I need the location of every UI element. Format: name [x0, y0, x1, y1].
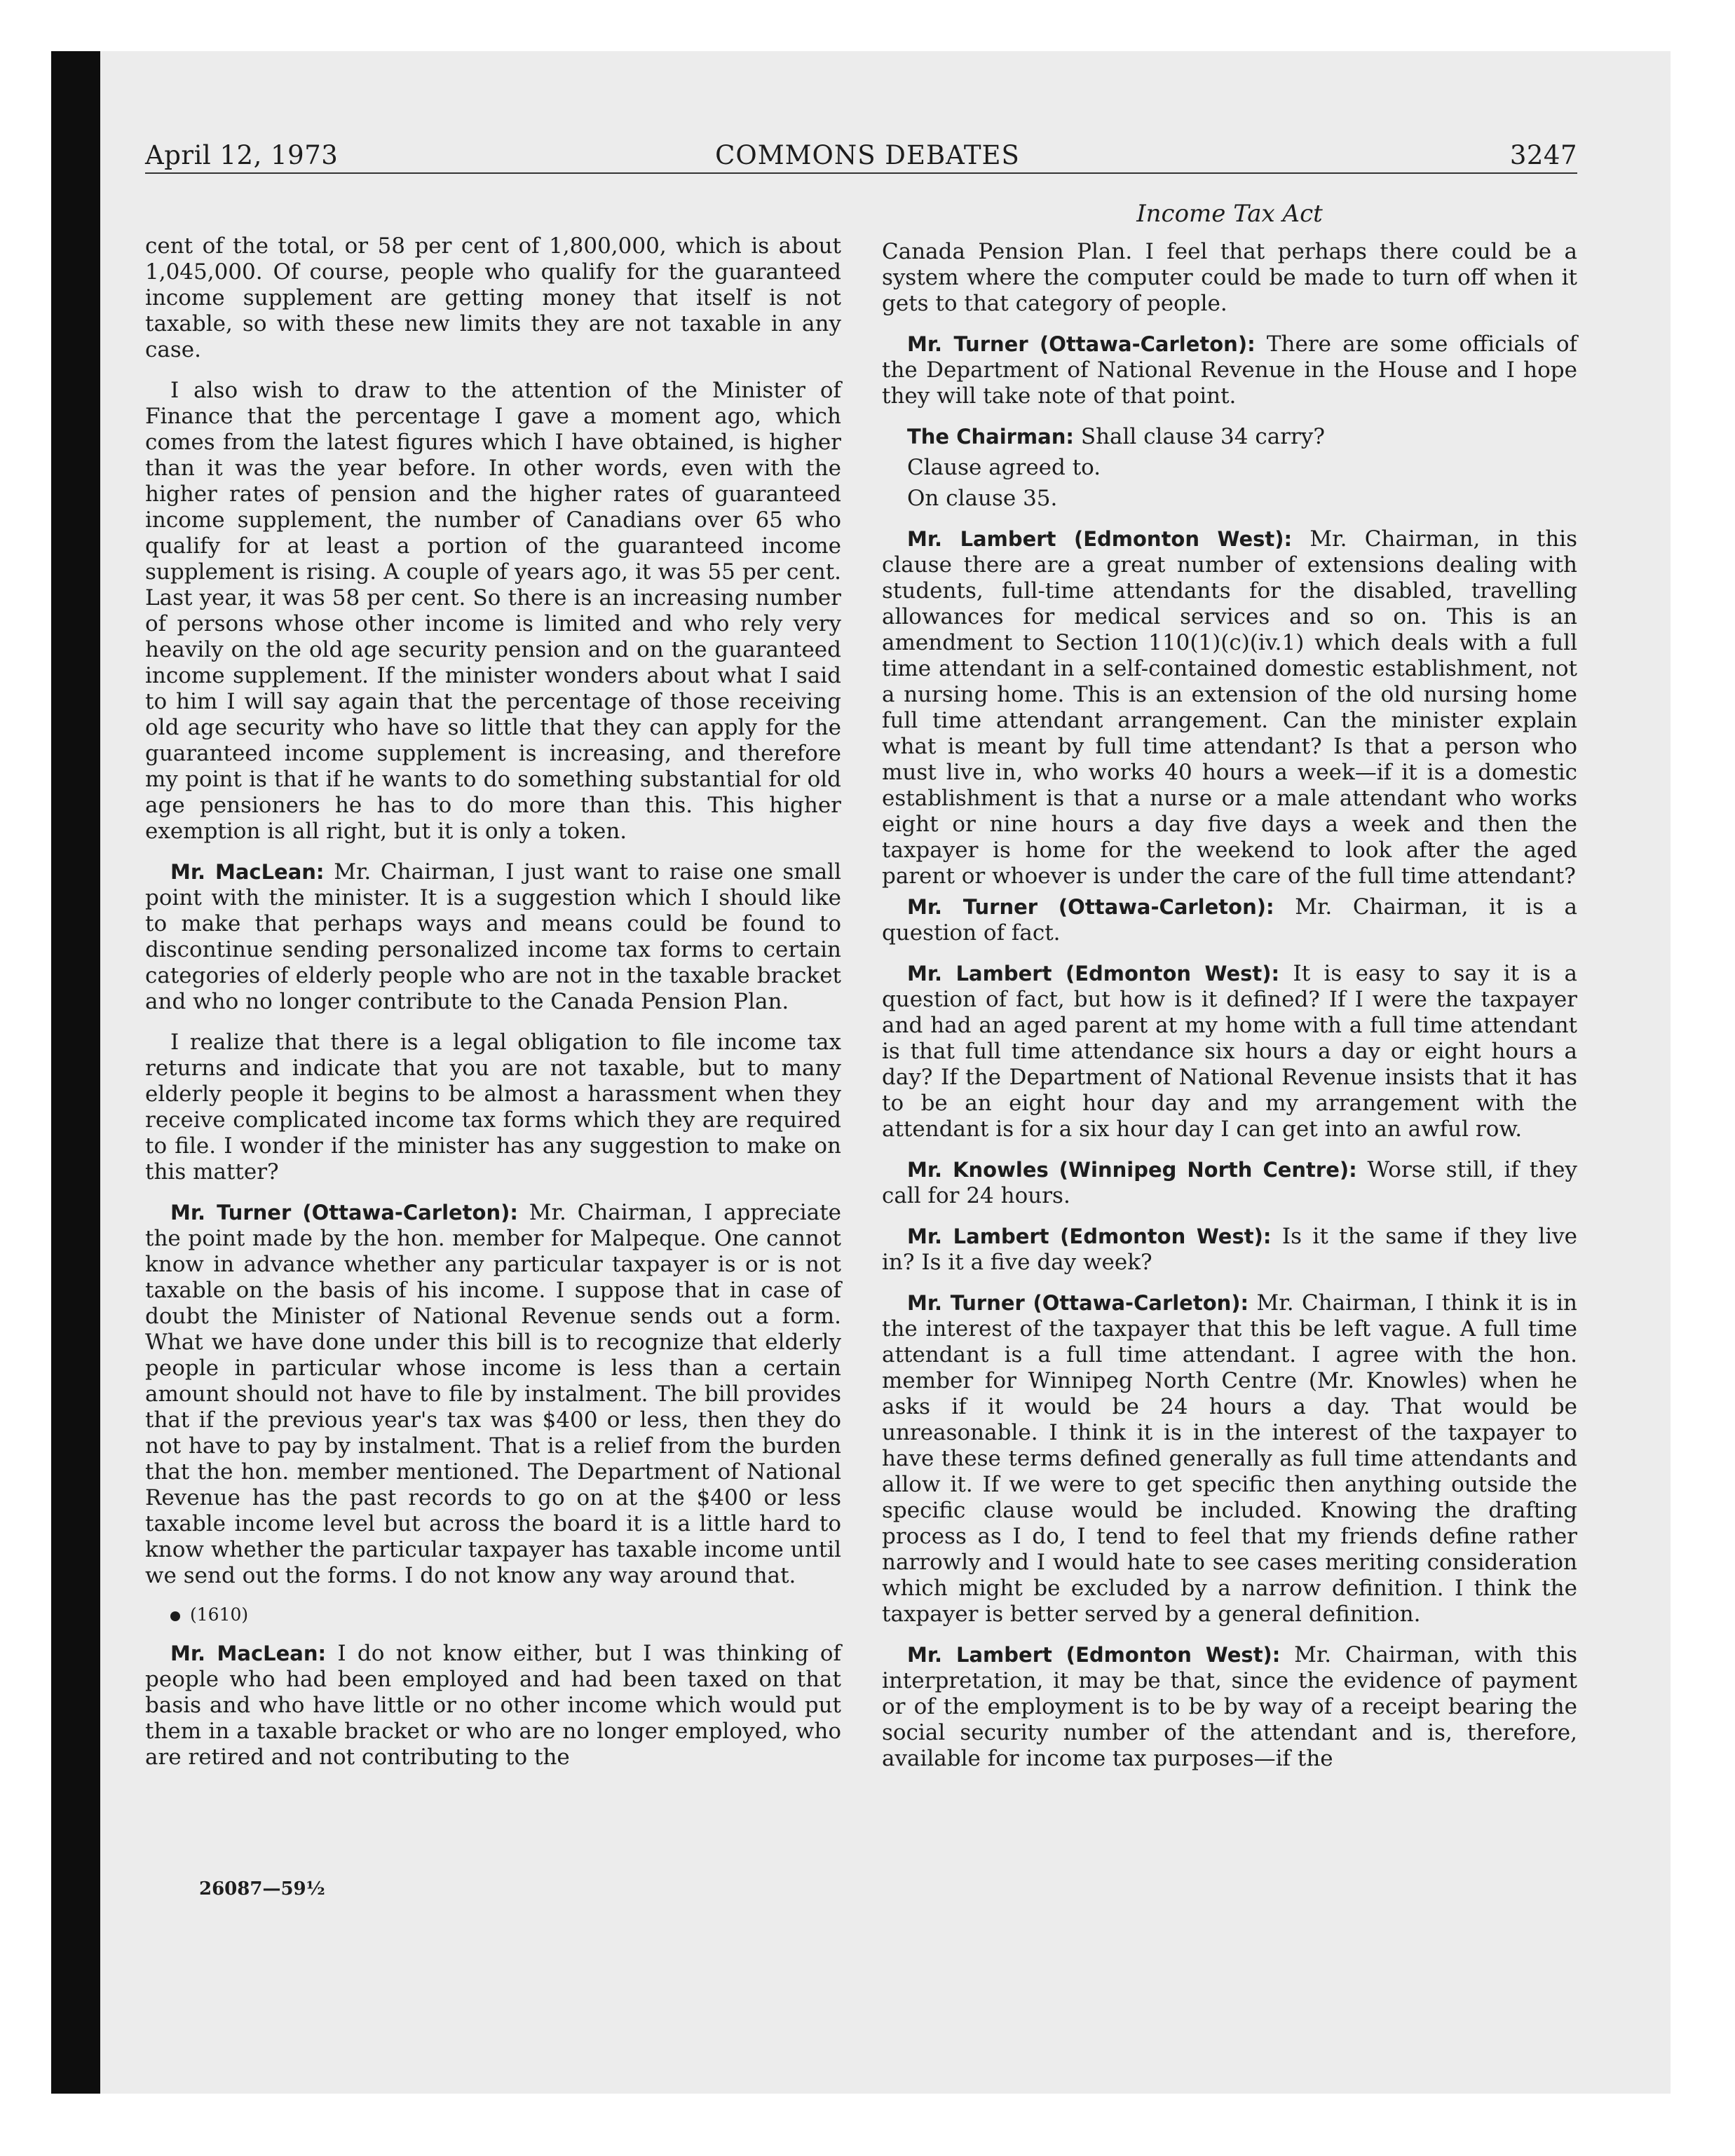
paragraph-text: I also wish to draw to the attention of the Minister of Finance that the percentage I gave a moment ago, which comes from the latest figures which I have obtained, is higher than it was the year before. In other words, even with the higher rates of pension and the higher rates of guaranteed income supplement, the number of Canadians over 65 who qualify for at least a portion of the guaranteed income supplement is rising. A couple of years ago, it was 55 per cent. Last year, it was 58 per cent. So there is an increasing number of persons whose other income is limited and who rely very heavily on the old age security pension and on the guaranteed income supplement. If the minister wonders about what I said to him I will say again that the percentage of those receiving old age security who have so little that they can apply for the guaranteed income supplement is increasing, and therefore my point is that if he wants to do something substantial for old age pensioners he has to do more than this. This higher exemption is all right, but it is only a token. [145, 378, 841, 844]
paragraph [882, 961, 1577, 1142]
speaker-name: Mr. Turner (Ottawa-Carleton): [170, 1201, 518, 1224]
paragraph-text: Canada Pension Plan. I feel that perhaps there could be a system where the computer could be made to turn off when it gets to that category of people. [882, 239, 1577, 316]
paragraph [882, 332, 1577, 409]
paragraph-text: Shall clause 34 carry? [1080, 424, 1325, 449]
paragraph [145, 1030, 841, 1185]
speaker-name: Mr. Lambert (Edmonton West): [907, 527, 1293, 551]
time-marker-text: (1610) [190, 1604, 249, 1625]
speaker-name: Mr. Turner (Ottawa-Carleton): [907, 895, 1274, 919]
speaker-name: The Chairman: [907, 425, 1074, 449]
speaker-name: Mr. Turner (Ottawa-Carleton): [907, 1291, 1249, 1315]
paragraph-text: Clause agreed to. [907, 455, 1101, 480]
header-date: April 12, 1973 [145, 140, 339, 170]
paragraph-text: I realize that there is a legal obligation to file income tax returns and indicate that you are not taxable, but to many elderly people it begins to be almost a harassment when they receive complicated income tax forms which they are required to file. I wonder if the minister has any suggestion to make on this matter? [145, 1030, 841, 1185]
paragraph [145, 233, 841, 363]
speaker-name: Mr. Lambert (Edmonton West): [907, 1643, 1281, 1667]
paragraph [882, 1224, 1577, 1276]
paragraph-text: Is it the same if they live in? Is it a five day week? [882, 1224, 1578, 1275]
paragraph [882, 486, 1577, 512]
paragraph [145, 1200, 841, 1589]
paragraph-text: I do not know either, but I was thinking of people who had been employed and had been taxed on that basis and who have little or no other income which would put them in a taxable bracket or who are no longer employed, who are retired and not contributing to the [145, 1641, 841, 1770]
time-marker [170, 1604, 841, 1625]
speaker-name: Mr. MacLean: [170, 1642, 327, 1665]
paragraph-text: There are some officials of the Department of National Revenue in the House and I hope they will take note of that point. [882, 332, 1578, 409]
paragraph-text: Mr. Chairman, with this interpretation, it may be that, since the evidence of payment or of the employment is to be by way of a receipt bearing the social security number of the attendant and is, therefore, available for income tax purposes—if the [882, 1642, 1577, 1771]
paragraph [882, 1290, 1577, 1628]
left-column [145, 233, 841, 1785]
speaker-name: Mr. Lambert (Edmonton West): [907, 962, 1280, 985]
paragraph [882, 424, 1577, 450]
header-rule [145, 172, 1577, 174]
header-title: COMMONS DEBATES [715, 140, 1020, 170]
paragraph [145, 1641, 841, 1770]
paragraph [882, 526, 1577, 889]
paragraph-text: cent of the total, or 58 per cent of 1,800,000, which is about 1,045,000. Of course, people who qualify for the guaranteed income supplement are getting money that itself is not taxable, so with these new limits they are not taxable in any case. [145, 233, 841, 362]
paragraph [882, 894, 1577, 946]
section-title: Income Tax Act [1136, 200, 1323, 228]
header-page-number: 3247 [1509, 140, 1577, 170]
speaker-name: Mr. Turner (Ottawa-Carleton): [907, 332, 1256, 356]
paragraph [145, 859, 841, 1015]
paragraph [145, 378, 841, 845]
paragraph-text: Mr. Chairman, I just want to raise one small point with the minister. It is a suggestion which I should like to make that perhaps ways and means could be found to discontinue sending personalized income tax forms to certain categories of elderly people who are not in the taxable bracket and who no longer contribute to the Canada Pension Plan. [145, 859, 842, 1014]
paragraph [882, 239, 1577, 317]
footer-code: 26087—59½ [199, 1878, 325, 1899]
paragraph-text: On clause 35. [907, 486, 1058, 511]
speaker-name: Mr. MacLean: [170, 860, 325, 884]
scan-border [51, 51, 100, 2094]
paragraph-text: Mr. Chairman, I appreciate the point made by the hon. member for Malpeque. One cannot know in advance whether any particular taxpayer is or is not taxable on the basis of his income. I suppose that in case of doubt the Minister of National Revenue sends out a form. What we have done under this bill is to recognize that elderly people in particular whose income is less than a certain amount should not have to file by instalment. The bill provides that if the previous year's tax was $400 or less, then they do not have to pay by instalment. That is a relief from the burden that the hon. member mentioned. The Department of National Revenue has the past records to go on at the $400 or less taxable income level but across the board it is a little hard to know whether the particular taxpayer has taxable income until we send out the forms. I do not know any way around that. [145, 1200, 841, 1588]
right-column [882, 239, 1577, 1787]
paragraph-text: Mr. Chairman, I think it is in the interest of the taxpayer that this be left vague. A full time attendant is a full time attendant. I agree with the hon. member for Winnipeg North Centre (Mr. Knowles) when he asks if it would be 24 hours a day. That would be unreasonable. I think it is in the interest of the taxpayer to have these terms defined generally as full time attendants and allow it. If we were to get specific then anything outside the specific clause would be included. Knowing the drafting process as I do, I tend to feel that my friends define rather narrowly and I would hate to see cases meriting consideration which might be excluded by a narrow definition. I think the taxpayer is better served by a general definition. [882, 1290, 1577, 1627]
paragraph-text: Mr. Chairman, in this clause there are a great number of extensions dealing with students, full-time attendants for the disabled, travelling allowances for medical services and so on. This is an amendment to Section 110(1)(c)(iv.1) which deals with a full time attendant in a self-contained domestic establishment, not a nursing home. This is an extension of the old nursing home full time attendant arrangement. Can the minister explain what is meant by full time attendant? Is that a person who must live in, who works 40 hours a week—if it is a domestic establishment is that a nurse or a male attendant who works eight or nine hours a day five days a week and then the taxpayer is home for the weekend to look after the aged parent or whoever is under the care of the full time attendant? [882, 526, 1578, 889]
paragraph [882, 455, 1577, 481]
paragraph [882, 1642, 1577, 1772]
paragraph-text: Worse still, if they call for 24 hours. [882, 1157, 1578, 1208]
speaker-name: Mr. Lambert (Edmonton West): [907, 1224, 1272, 1248]
paragraph [882, 1157, 1577, 1209]
bullet-icon [170, 1611, 180, 1621]
speaker-name: Mr. Knowles (Winnipeg North Centre): [907, 1158, 1357, 1182]
paragraph-text: Mr. Chairman, it is a question of fact. [882, 894, 1577, 946]
paragraph-text: It is easy to say it is a question of fact, but how is it defined? If I were the taxpayer and had an aged parent at my home with a full time attendant is that full time attendance six hours a day or eight hours a day? If the Department of National Revenue insists that it has to be an eight hour day and my arrangement with the attendant is for a six hour day I can get into an awful row. [882, 961, 1577, 1142]
